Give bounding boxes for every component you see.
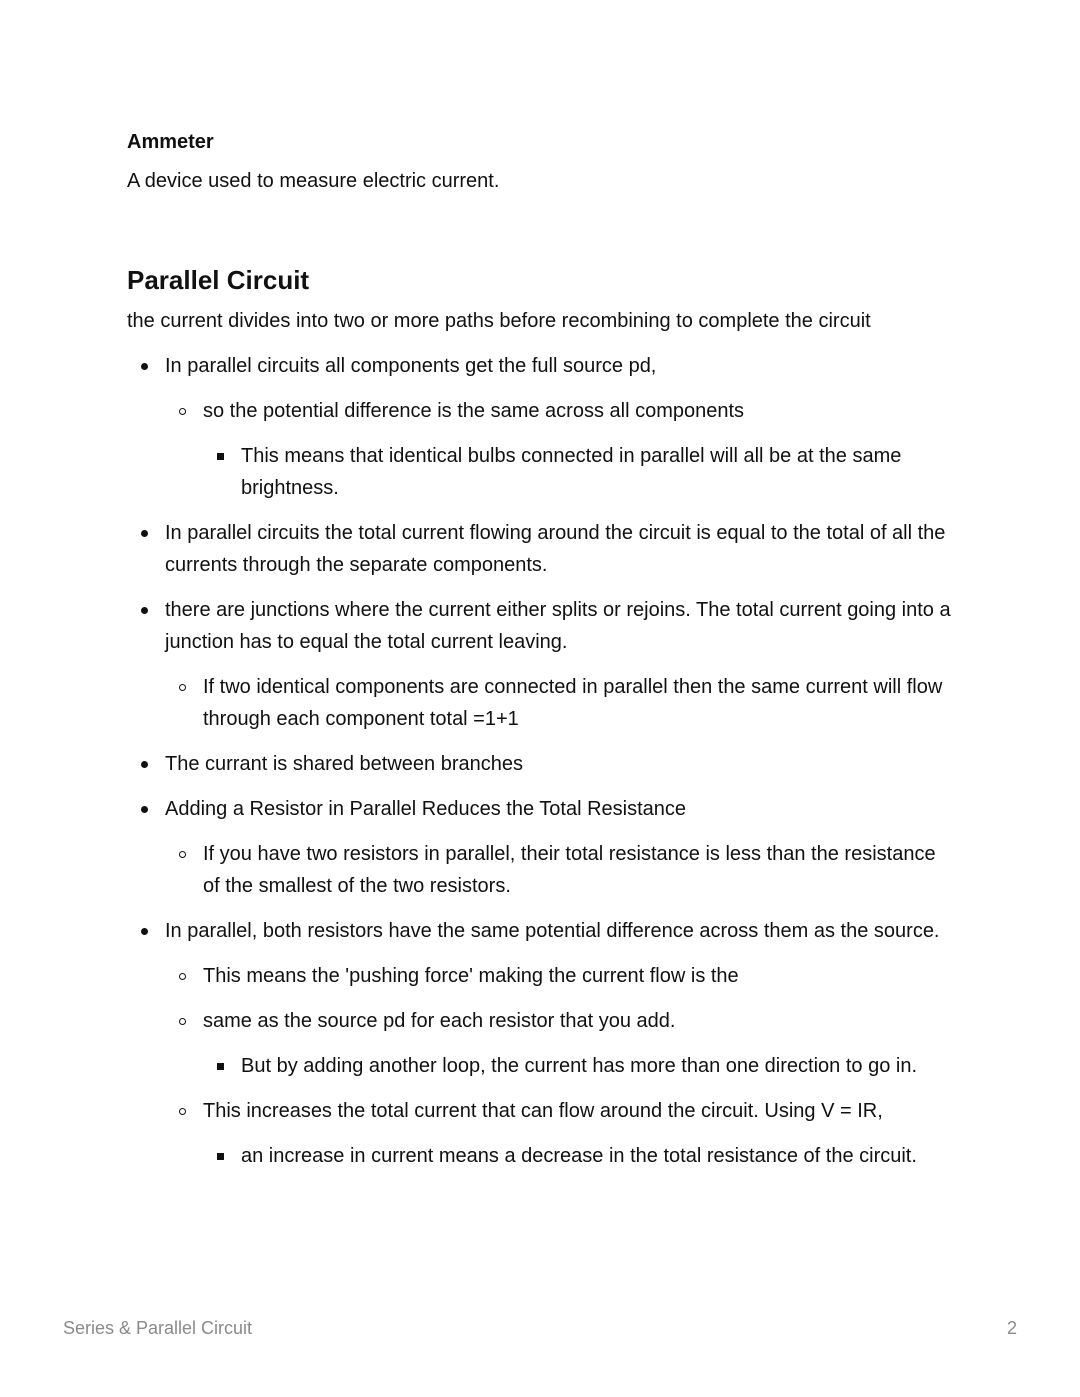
list-item xyxy=(241,1050,957,1082)
bullet-circle-icon xyxy=(179,1018,186,1025)
list-item xyxy=(203,395,957,427)
list-item xyxy=(165,350,957,382)
term-title: Ammeter xyxy=(127,131,214,153)
list-item-text: This means the 'pushing force' making the current flow is the xyxy=(203,965,739,987)
list-item xyxy=(165,594,957,658)
bullet-circle-icon xyxy=(179,1108,186,1115)
bullet-circle-icon xyxy=(179,973,186,980)
list-item xyxy=(165,748,957,780)
list-item-text: This means that identical bulbs connected in parallel will all be at the same brightness. xyxy=(241,445,902,499)
footer-document-title: Series & Parallel Circuit xyxy=(63,1318,253,1338)
term-definition: A device used to measure electric current. xyxy=(127,170,500,192)
list-item-text: same as the source pd for each resistor that you add. xyxy=(203,1010,676,1032)
bullet-circle-icon xyxy=(179,851,186,858)
bullet-circle-icon xyxy=(179,684,186,691)
list-item-text: The currant is shared between branches xyxy=(165,753,523,775)
footer-page-number: 2 xyxy=(1006,1318,1017,1338)
bullet-square-icon xyxy=(217,453,224,460)
list-item-text: an increase in current means a decrease in the total resistance of the circuit. xyxy=(241,1145,917,1167)
bullet-disc-icon xyxy=(141,530,148,537)
section-intro: the current divides into two or more paths before recombining to complete the circuit xyxy=(127,310,871,332)
list-item-text: so the potential difference is the same across all components xyxy=(203,400,745,422)
list-item-text: In parallel circuits all components get the full source pd, xyxy=(165,355,657,377)
bullet-disc-icon xyxy=(141,806,148,813)
list-item xyxy=(203,838,957,902)
list-item-text: But by adding another loop, the current has more than one direction to go in. xyxy=(241,1055,917,1077)
bullet-circle-icon xyxy=(179,408,186,415)
list-item xyxy=(165,915,957,947)
list-item-text: If two identical components are connected in parallel then the same current will flow through each component total =1+1 xyxy=(203,676,943,730)
bullet-square-icon xyxy=(217,1063,224,1070)
page-content xyxy=(127,129,957,1172)
section-title: Parallel Circuit xyxy=(127,265,310,295)
bullet-square-icon xyxy=(217,1153,224,1160)
bullet-disc-icon xyxy=(141,607,148,614)
list-item xyxy=(203,960,957,992)
list-item xyxy=(241,1140,957,1172)
list-item xyxy=(203,1095,957,1127)
list-item-text: If you have two resistors in parallel, their total resistance is less than the resistance of the smallest of the two resistors. xyxy=(203,843,936,897)
list-item-text: This increases the total current that can flow around the circuit. Using V = IR, xyxy=(203,1100,883,1122)
bullet-disc-icon xyxy=(141,928,148,935)
bullet-list xyxy=(127,350,957,1172)
list-item xyxy=(165,793,957,825)
list-item xyxy=(203,671,957,735)
list-item xyxy=(165,517,957,581)
list-item-text: there are junctions where the current either splits or rejoins. The total current going into a junction has to equal the total current leaving. xyxy=(165,599,951,653)
list-item-text: Adding a Resistor in Parallel Reduces the Total Resistance xyxy=(165,798,687,820)
bullet-disc-icon xyxy=(141,761,148,768)
list-item-text: In parallel circuits the total current flowing around the circuit is equal to the total of all the currents through the separate components. xyxy=(165,522,946,576)
bullet-disc-icon xyxy=(141,363,148,370)
list-item xyxy=(241,440,957,504)
list-item xyxy=(203,1005,957,1037)
list-item-text: In parallel, both resistors have the same potential difference across them as the source. xyxy=(165,920,940,942)
